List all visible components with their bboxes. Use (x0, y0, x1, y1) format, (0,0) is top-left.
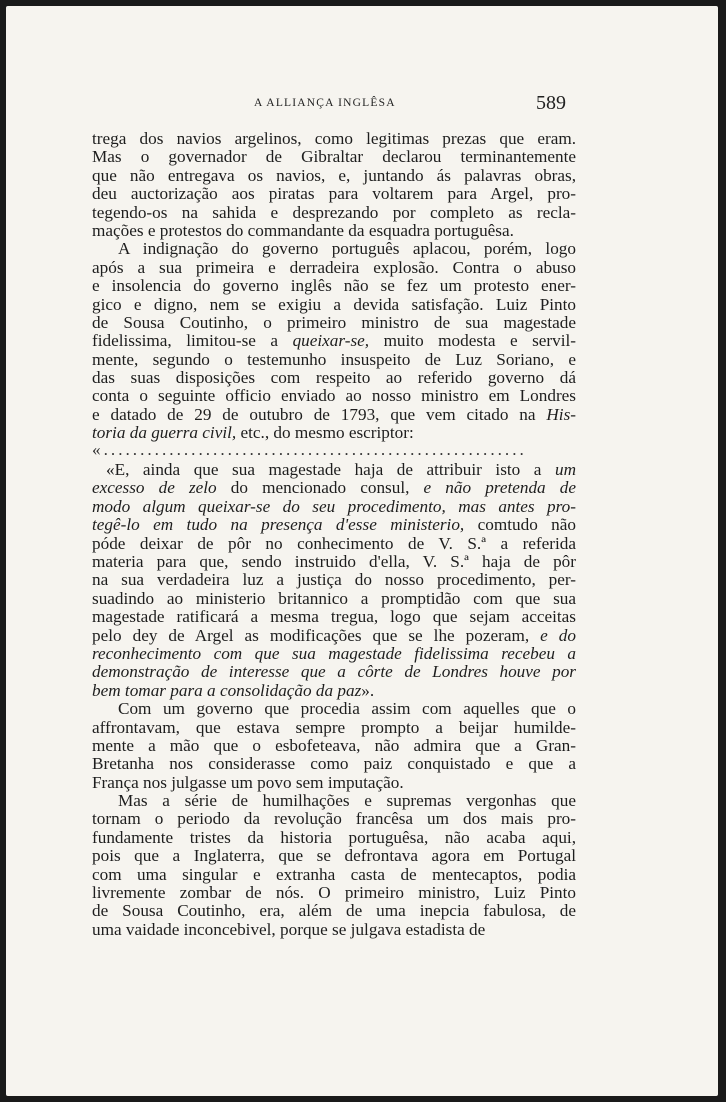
text-span: Com um governo que procedia assim com aquelles que o (118, 699, 576, 719)
text-line (92, 774, 576, 792)
text-span: tegendo-os na sahida e desprezando por completo as recla- (92, 202, 576, 222)
text-span: com uma singular e extranha casta de mentecaptos, podia (92, 864, 576, 884)
text-line (92, 498, 576, 516)
text-line (92, 351, 576, 369)
text-span: livremente zombar de nós. O primeiro ministro, Luiz Pinto (92, 883, 576, 903)
book-page (6, 6, 718, 1096)
running-head: A ALLIANÇA INGLÊSA (254, 97, 396, 109)
text-line (92, 204, 576, 222)
text-line (92, 847, 576, 865)
text-span: A indignação do governo português aplacou, porém, logo (118, 239, 576, 259)
text-span: na sua verdadeira luz a justiça do nosso procedimento, per- (92, 570, 576, 590)
text-line (92, 663, 576, 681)
text-line (92, 406, 576, 424)
text-line (92, 902, 576, 920)
italic-span: reconhecimento com que sua magestade fidelissima recebeu a (92, 643, 576, 663)
text-line (92, 314, 576, 332)
text-line (92, 277, 576, 295)
text-line (92, 240, 576, 258)
text-line (92, 719, 576, 737)
paragraph (92, 130, 576, 240)
text-line (92, 148, 576, 166)
text-span: que não entregava os navios, e, juntando ás palavras obras, (92, 165, 576, 185)
text-span: e datado de 29 de outubro de 1793, que vem citado na (92, 404, 547, 424)
text-span: conta o seguinte officio enviado ao nosso ministro em Londres (92, 386, 576, 406)
text-line (92, 645, 576, 663)
text-line (92, 829, 576, 847)
paragraph (92, 240, 576, 442)
paragraph (92, 443, 576, 461)
ellipsis-line: «.......................................................... (92, 442, 527, 459)
text-line (92, 608, 576, 626)
text-line (92, 921, 576, 939)
text-line (92, 130, 576, 148)
italic-span: e do (540, 625, 576, 645)
italic-span: excesso de zelo (92, 478, 217, 498)
text-span: após a sua primeira e derradeira explosão. Contra o abuso (92, 257, 576, 277)
body-text (92, 130, 576, 939)
text-line (92, 792, 576, 810)
text-line (92, 167, 576, 185)
text-line (92, 516, 576, 534)
text-line (92, 332, 576, 350)
text-span: mações e protestos do commandante da esquadra portuguêsa. (92, 220, 514, 240)
text-span: mente a mão que o esbofeteava, não admira que a Gran- (92, 735, 576, 755)
paragraph (92, 792, 576, 939)
text-span: do mencionado consul, (216, 478, 424, 498)
text-line (92, 387, 576, 405)
text-line (92, 479, 576, 497)
italic-span: toria da guerra civil, (92, 423, 237, 443)
text-line (92, 627, 576, 645)
page-header (6, 94, 718, 116)
italic-span: bem tomar para a consolidação da paz (92, 680, 362, 700)
page-number: 589 (536, 92, 566, 114)
text-span: mente, segundo o testemunho insuspeito de Luz Soriano, e (92, 349, 576, 369)
italic-span: um (554, 460, 576, 480)
text-line (92, 259, 576, 277)
text-span: Bretanha nos considerasse como paiz conquistado e que a (92, 754, 576, 774)
text-span: ». (361, 680, 375, 700)
text-span: póde deixar de pôr no conhecimento de V. S.ª a referida (92, 533, 576, 553)
italic-span: His- (546, 404, 576, 424)
text-span: affrontavam, que estava sempre prompto a beijar humilde- (92, 717, 576, 737)
text-line (92, 590, 576, 608)
text-span: pois que a Inglaterra, que se defrontava agora em Portugal (92, 846, 576, 866)
text-line (92, 461, 576, 479)
text-line (92, 185, 576, 203)
text-span: gico e digno, nem se exigiu a devida satisfação. Luiz Pinto (92, 294, 576, 314)
text-span: etc., do mesmo escriptor: (236, 423, 414, 443)
text-span: deu auctorização aos piratas para voltarem para Argel, pro- (92, 184, 576, 204)
italic-span: tegê-lo em tudo na presença d'esse ministerio, (92, 515, 465, 535)
text-line (92, 866, 576, 884)
italic-span: demonstração de interesse que a côrte de Londres houve por (92, 662, 576, 682)
text-line (92, 553, 576, 571)
text-span: e insolencia do governo inglês não se fez um protesto ener- (92, 276, 576, 296)
text-span: materia para que, sendo instruido d'ella, V. S.ª haja de pôr (92, 551, 576, 571)
text-line (92, 535, 576, 553)
text-span: pelo dey de Argel as modificações que se lhe pozeram, (92, 625, 541, 645)
text-span: de Sousa Coutinho, era, além de uma inepcia fabulosa, de (92, 901, 576, 921)
italic-span: queixar-se, (292, 331, 370, 351)
paragraph (92, 461, 576, 700)
text-span: das suas disposições com respeito ao referido governo dá (92, 368, 576, 388)
text-line (92, 369, 576, 387)
text-span: Mas o governador de Gibraltar declarou terminantemente (92, 147, 576, 167)
text-span: Mas a série de humilhações e supremas vergonhas que (118, 791, 576, 811)
text-line (92, 682, 576, 700)
text-span: fundamente tristes da historia portuguêsa, não acaba aqui, (92, 827, 576, 847)
text-span: magestade ratificará a mesma tregua, logo que sejam acceitas (92, 607, 576, 627)
text-line (92, 810, 576, 828)
text-span: tornam o periodo da revolução francêsa um dos mais pro- (92, 809, 576, 829)
italic-span: modo algum queixar-se do seu procedimento, mas antes pro- (92, 496, 576, 516)
text-span: suadindo ao ministerio britannico a promptidão com que sua (92, 588, 576, 608)
text-span: França nos julgasse um povo sem imputação. (92, 772, 404, 792)
text-span: trega dos navios argelinos, como legitimas prezas que eram. (92, 129, 576, 148)
text-line (92, 884, 576, 902)
text-span: fidelissima, limitou-se a (92, 331, 293, 351)
text-line (92, 700, 576, 718)
text-line (92, 755, 576, 773)
text-line (92, 296, 576, 314)
text-span: muito modesta e servil- (369, 331, 576, 351)
text-span: «E, ainda que sua magestade haja de attribuir isto a (106, 460, 555, 480)
text-line (92, 424, 576, 442)
text-span: comtudo não (464, 515, 576, 535)
text-line (92, 571, 576, 589)
text-line (92, 737, 576, 755)
paragraph (92, 700, 576, 792)
italic-span: e não pretenda de (423, 478, 577, 498)
text-line (92, 222, 576, 240)
text-span: uma vaidade inconcebivel, porque se julgava estadista de (92, 919, 486, 939)
text-span: de Sousa Coutinho, o primeiro ministro de sua magestade (92, 312, 576, 332)
